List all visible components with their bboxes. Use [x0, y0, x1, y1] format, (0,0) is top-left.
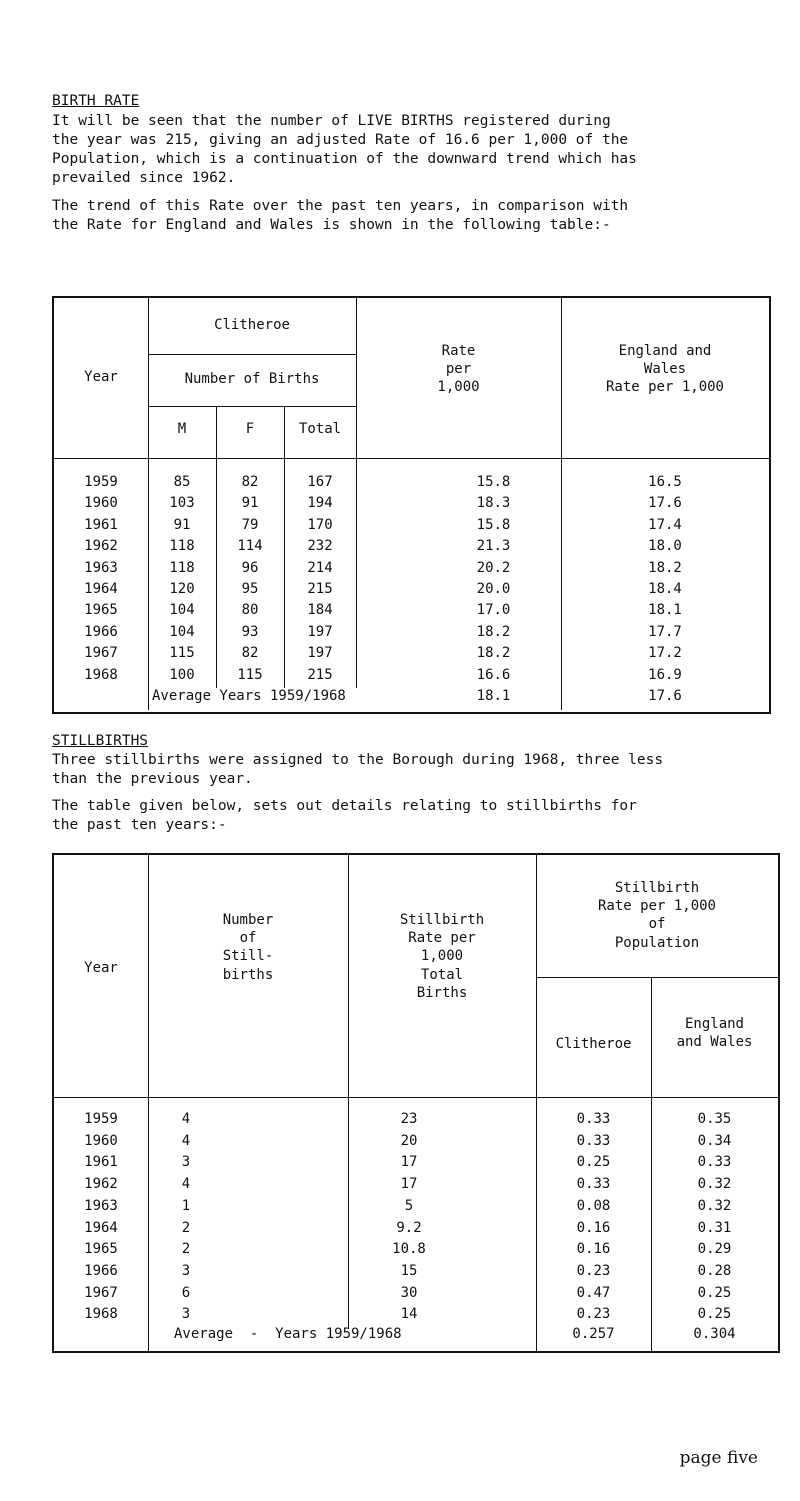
stillbirths-table: [52, 853, 780, 1353]
stillbirths-cell-number: 3: [181, 1262, 191, 1279]
stillbirths-average-clitheroe: 0.257: [572, 1326, 615, 1342]
births-cell-year: 1961: [84, 516, 118, 533]
births-cell-f: 115: [237, 666, 263, 683]
births-cell-year: 1962: [84, 538, 118, 555]
births-cell-m: 118: [169, 559, 195, 576]
stillbirths-cell-ew: 0.31: [697, 1219, 732, 1236]
stillbirths-cell-year: 1964: [84, 1219, 118, 1236]
stillbirths-cell-clitheroe: 0.33: [576, 1132, 611, 1149]
births-cell-f: 93: [241, 623, 259, 640]
stillbirths-cell-number: 2: [181, 1219, 191, 1236]
births-cell-ew: 17.6: [648, 495, 682, 512]
stillbirths-cell-clitheroe: 0.23: [576, 1306, 611, 1323]
births-cell-total: 232: [307, 538, 333, 555]
births-cell-f: 95: [241, 581, 259, 597]
births-cell-f: 82: [241, 645, 259, 662]
births-cell-m: 91: [173, 516, 191, 533]
stillbirths-cell-clitheroe: 0.16: [576, 1219, 611, 1236]
births-cell-m: 85: [173, 474, 191, 490]
births-cell-ew: 16.5: [648, 474, 682, 490]
stillbirths-table-intro: The table given below, sets out details relating to stillbirths for the past ten years:-: [52, 798, 637, 833]
stillbirths-cell-ew: 0.32: [697, 1197, 732, 1214]
stillbirths-cell-year: 1966: [84, 1262, 118, 1279]
stillbirths-cell-year: 1967: [84, 1284, 118, 1301]
stillbirths-cell-number: 4: [181, 1132, 191, 1149]
births-cell-ew: 17.2: [648, 645, 682, 662]
header-stillbirth-rate-population: Stillbirth Rate per 1,000 of Population: [597, 880, 716, 951]
births-cell-total: 214: [307, 559, 333, 576]
births-cell-m: 100: [169, 666, 195, 683]
births-cell-year: 1968: [84, 666, 118, 683]
births-average-ew: 17.6: [648, 688, 682, 704]
header-england-wales: England and Wales Rate per 1,000: [605, 343, 724, 396]
births-cell-rate: 16.6: [476, 666, 511, 683]
birth-rate-paragraph: It will be seen that the number of LIVE BIRTHS registered during the year was 215, giving an adjusted Rate of 16.6 per 1,000 of the Population, which is a continuation of the downward trend which has prevailed since 1962.: [52, 113, 637, 186]
births-cell-m: 103: [169, 495, 195, 512]
stillbirths-average-label: Average - Years 1959/1968: [174, 1326, 402, 1342]
births-cell-f: 91: [241, 495, 259, 512]
births-table: [52, 296, 771, 714]
births-cell-rate: 15.8: [476, 474, 511, 490]
stillbirths-cell-ew: 0.33: [697, 1154, 732, 1171]
stillbirths-cell-rate: 20: [400, 1132, 418, 1149]
births-average-rate: 18.1: [476, 688, 511, 704]
births-cell-ew: 17.4: [648, 516, 682, 533]
stillbirths-cell-ew: 0.25: [697, 1306, 732, 1323]
stillbirths-cell-clitheroe: 0.33: [576, 1111, 611, 1127]
header-clitheroe: Clitheroe: [214, 317, 290, 333]
births-cell-year: 1960: [84, 495, 118, 512]
births-cell-year: 1963: [84, 559, 118, 576]
header-rate: Rate per 1,000: [437, 343, 480, 396]
births-cell-f: 114: [237, 538, 263, 555]
births-cell-f: 79: [241, 516, 259, 533]
stillbirths-cell-ew: 0.28: [697, 1262, 732, 1279]
stillbirths-cell-clitheroe: 0.16: [576, 1241, 611, 1258]
header-year: Year: [84, 369, 118, 385]
births-cell-rate: 17.0: [476, 602, 511, 619]
births-cell-m: 118: [169, 538, 195, 555]
births-cell-total: 215: [307, 666, 333, 683]
stillbirths-cell-rate: 15: [400, 1262, 418, 1279]
stillbirths-average-ew: 0.304: [693, 1326, 736, 1342]
births-cell-rate: 15.8: [476, 516, 511, 533]
header-number-of-births: Number of Births: [184, 371, 320, 387]
births-cell-rate: 18.2: [476, 623, 511, 640]
births-cell-m: 120: [169, 581, 195, 597]
stillbirths-cell-year: 1959: [84, 1111, 118, 1127]
births-cell-rate: 20.0: [476, 581, 511, 597]
stillbirths-cell-year: 1960: [84, 1132, 118, 1149]
stillbirths-cell-clitheroe: 0.08: [576, 1197, 611, 1214]
births-cell-m: 115: [169, 645, 195, 662]
stillbirths-cell-rate: 17: [400, 1176, 418, 1193]
stillbirths-cell-number: 6: [181, 1284, 191, 1301]
births-cell-f: 80: [241, 602, 259, 619]
header-england-wales: England and Wales: [676, 1016, 753, 1051]
births-cell-ew: 16.9: [648, 666, 682, 683]
stillbirths-cell-number: 4: [181, 1111, 191, 1127]
header-year: Year: [84, 960, 118, 976]
births-cell-f: 96: [241, 559, 259, 576]
stillbirths-cell-clitheroe: 0.47: [576, 1284, 611, 1301]
births-cell-ew: 18.4: [648, 581, 682, 597]
births-cell-year: 1967: [84, 645, 118, 662]
header-number-of-stillbirths: Number of Still- births: [222, 912, 274, 983]
births-cell-total: 197: [307, 623, 333, 640]
page-number: page five: [679, 1448, 758, 1468]
header-total: Total: [298, 421, 342, 437]
stillbirths-cell-number: 1: [181, 1197, 191, 1214]
births-cell-ew: 18.0: [648, 538, 682, 555]
stillbirths-cell-rate: 30: [400, 1284, 418, 1301]
stillbirths-cell-rate: 23: [400, 1111, 418, 1127]
birth-rate-trend-paragraph: The trend of this Rate over the past ten years, in comparison with the Rate for England and Wales is shown in the following table:-: [52, 198, 629, 233]
stillbirths-cell-year: 1963: [84, 1197, 118, 1214]
birth-rate-heading: BIRTH RATE: [52, 93, 140, 109]
births-cell-total: 170: [307, 516, 333, 533]
stillbirths-cell-clitheroe: 0.33: [576, 1176, 611, 1193]
stillbirths-cell-year: 1962: [84, 1176, 118, 1193]
stillbirths-cell-ew: 0.35: [697, 1111, 732, 1127]
births-cell-rate: 21.3: [476, 538, 511, 555]
stillbirths-cell-number: 3: [181, 1306, 191, 1323]
births-cell-total: 215: [307, 581, 333, 597]
births-cell-rate: 18.2: [476, 645, 511, 662]
stillbirths-cell-rate: 9.2: [396, 1219, 422, 1236]
births-cell-rate: 18.3: [476, 495, 511, 512]
births-cell-rate: 20.2: [476, 559, 511, 576]
births-cell-year: 1966: [84, 623, 118, 640]
stillbirths-cell-rate: 5: [404, 1197, 414, 1214]
births-cell-m: 104: [169, 623, 195, 640]
births-cell-ew: 18.1: [648, 602, 682, 619]
births-cell-total: 194: [307, 495, 333, 512]
births-cell-total: 167: [307, 474, 333, 490]
stillbirths-cell-ew: 0.25: [697, 1284, 732, 1301]
stillbirths-cell-number: 4: [181, 1176, 191, 1193]
stillbirths-cell-number: 2: [181, 1241, 191, 1258]
births-cell-f: 82: [241, 474, 259, 490]
births-cell-year: 1959: [84, 474, 118, 490]
stillbirths-cell-year: 1961: [84, 1154, 118, 1171]
births-cell-year: 1964: [84, 581, 118, 597]
stillbirths-cell-year: 1965: [84, 1241, 118, 1258]
stillbirths-cell-rate: 14: [400, 1306, 418, 1323]
stillbirths-cell-year: 1968: [84, 1306, 118, 1323]
stillbirths-cell-clitheroe: 0.25: [576, 1154, 611, 1171]
stillbirths-cell-ew: 0.34: [697, 1132, 732, 1149]
stillbirths-cell-rate: 17: [400, 1154, 418, 1171]
births-cell-m: 104: [169, 602, 195, 619]
stillbirths-paragraph: Three stillbirths were assigned to the Borough during 1968, three less than the previous year.: [52, 752, 664, 787]
header-stillbirth-rate-births: Stillbirth Rate per 1,000 Total Births: [399, 912, 485, 1001]
header-f: F: [245, 421, 255, 437]
births-cell-ew: 17.7: [648, 623, 682, 640]
header-clitheroe: Clitheroe: [555, 1036, 632, 1052]
births-average-label: Average Years 1959/1968: [152, 688, 346, 704]
stillbirths-cell-clitheroe: 0.23: [576, 1262, 611, 1279]
stillbirths-cell-number: 3: [181, 1154, 191, 1171]
births-cell-total: 197: [307, 645, 333, 662]
births-cell-ew: 18.2: [648, 559, 682, 576]
stillbirths-cell-ew: 0.32: [697, 1176, 732, 1193]
births-cell-year: 1965: [84, 602, 118, 619]
stillbirths-cell-ew: 0.29: [697, 1241, 732, 1258]
births-cell-total: 184: [307, 602, 333, 619]
stillbirths-cell-rate: 10.8: [392, 1241, 426, 1258]
header-m: M: [177, 421, 187, 437]
stillbirths-heading: STILLBIRTHS: [52, 733, 149, 749]
